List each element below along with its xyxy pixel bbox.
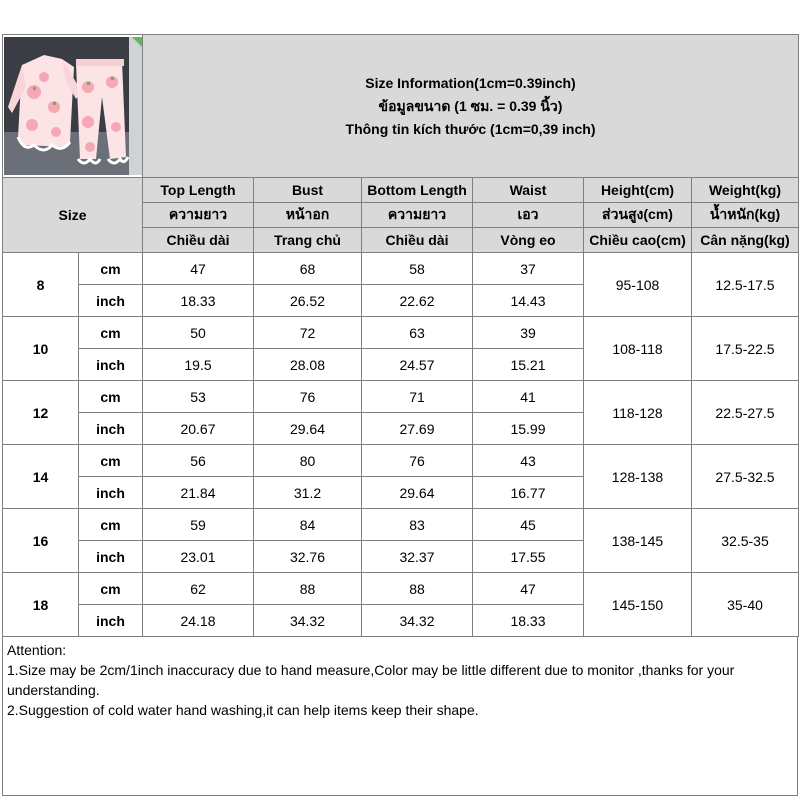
pajama-photo — [4, 37, 142, 175]
measurement-cell: 45 — [473, 509, 584, 541]
size-value: 12 — [3, 381, 79, 445]
weight-range: 27.5-32.5 — [692, 445, 799, 509]
col-header-th: ส่วนสูง(cm) — [584, 203, 692, 228]
measurement-cell: 20.67 — [143, 413, 254, 445]
measurement-cell: 16.77 — [473, 477, 584, 509]
size-value: 14 — [3, 445, 79, 509]
col-header-en: Bust — [254, 178, 362, 203]
weight-range: 12.5-17.5 — [692, 253, 799, 317]
col-header-vi: Cân nặng(kg) — [692, 228, 799, 253]
measurement-cell: 56 — [143, 445, 254, 477]
size-value: 18 — [3, 573, 79, 637]
height-range: 128-138 — [584, 445, 692, 509]
measurement-cell: 18.33 — [473, 605, 584, 637]
unit-label: inch — [79, 541, 143, 573]
height-range: 108-118 — [584, 317, 692, 381]
measurement-cell: 37 — [473, 253, 584, 285]
col-header-en: Top Length — [143, 178, 254, 203]
measurement-cell: 63 — [362, 317, 473, 349]
col-header-vi: Chiều dài — [362, 228, 473, 253]
title-cell — [143, 35, 799, 178]
measurement-cell: 88 — [362, 573, 473, 605]
col-header-th: เอว — [473, 203, 584, 228]
unit-label: cm — [79, 253, 143, 285]
measurement-cell: 29.64 — [254, 413, 362, 445]
measurement-cell: 53 — [143, 381, 254, 413]
measurement-cell: 88 — [254, 573, 362, 605]
size-row-cm — [3, 445, 799, 477]
col-header-en: Height(cm) — [584, 178, 692, 203]
col-header-en: Waist — [473, 178, 584, 203]
col-header-vi: Chiều dài — [143, 228, 254, 253]
unit-label: inch — [79, 349, 143, 381]
measurement-cell: 23.01 — [143, 541, 254, 573]
col-header-th: ความยาว — [143, 203, 254, 228]
measurement-cell: 32.37 — [362, 541, 473, 573]
weight-range: 22.5-27.5 — [692, 381, 799, 445]
measurement-cell: 80 — [254, 445, 362, 477]
measurement-cell: 15.99 — [473, 413, 584, 445]
col-header-th: ความยาว — [362, 203, 473, 228]
title-vietnamese: Thông tin kích thước (1cm=0,39 inch) — [345, 120, 596, 137]
measurement-cell: 31.2 — [254, 477, 362, 509]
title-row — [3, 35, 799, 178]
title-thai: ข้อมูลขนาด (1 ซม. = 0.39 นิ้ว) — [378, 97, 563, 114]
measurement-cell: 72 — [254, 317, 362, 349]
attention-notes — [2, 636, 798, 796]
measurement-cell: 58 — [362, 253, 473, 285]
weight-range: 32.5-35 — [692, 509, 799, 573]
measurement-cell: 28.08 — [254, 349, 362, 381]
measurement-cell: 34.32 — [254, 605, 362, 637]
unit-label: cm — [79, 573, 143, 605]
title-english: Size Information(1cm=0.39inch) — [365, 74, 576, 91]
measurement-cell: 24.57 — [362, 349, 473, 381]
size-row-cm — [3, 573, 799, 605]
size-header: Size — [3, 178, 143, 253]
measurement-cell: 59 — [143, 509, 254, 541]
col-header-en: Weight(kg) — [692, 178, 799, 203]
height-range: 118-128 — [584, 381, 692, 445]
unit-label: inch — [79, 285, 143, 317]
notes-line-1: 1.Size may be 2cm/1inch inaccuracy due to hand measure,Color may be little different due to monitor ,thanks for your understanding. — [7, 662, 735, 698]
col-header-en: Bottom Length — [362, 178, 473, 203]
measurement-cell: 22.62 — [362, 285, 473, 317]
measurement-cell: 76 — [362, 445, 473, 477]
measurement-cell: 17.55 — [473, 541, 584, 573]
header-row-en — [3, 178, 799, 203]
measurement-cell: 32.76 — [254, 541, 362, 573]
measurement-cell: 39 — [473, 317, 584, 349]
unit-label: inch — [79, 477, 143, 509]
measurement-cell: 62 — [143, 573, 254, 605]
size-row-cm — [3, 509, 799, 541]
measurement-cell: 19.5 — [143, 349, 254, 381]
notes-heading: Attention: — [7, 642, 67, 658]
measurement-cell: 14.43 — [473, 285, 584, 317]
measurement-cell: 50 — [143, 317, 254, 349]
measurement-cell: 68 — [254, 253, 362, 285]
col-header-vi: Vòng eo — [473, 228, 584, 253]
col-header-vi: Chiều cao(cm) — [584, 228, 692, 253]
measurement-cell: 84 — [254, 509, 362, 541]
measurement-cell: 18.33 — [143, 285, 254, 317]
measurement-cell: 24.18 — [143, 605, 254, 637]
size-value: 8 — [3, 253, 79, 317]
unit-label: cm — [79, 317, 143, 349]
size-value: 10 — [3, 317, 79, 381]
product-photo-cell — [3, 35, 143, 178]
measurement-cell: 21.84 — [143, 477, 254, 509]
size-chart-table — [2, 34, 799, 637]
measurement-cell: 47 — [143, 253, 254, 285]
height-range: 95-108 — [584, 253, 692, 317]
measurement-cell: 76 — [254, 381, 362, 413]
unit-label: inch — [79, 413, 143, 445]
measurement-cell: 71 — [362, 381, 473, 413]
notes-line-2: 2.Suggestion of cold water hand washing,it can help items keep their shape. — [7, 702, 479, 718]
col-header-vi: Trang chủ — [254, 228, 362, 253]
col-header-th: หน้าอก — [254, 203, 362, 228]
measurement-cell: 34.32 — [362, 605, 473, 637]
measurement-cell: 15.21 — [473, 349, 584, 381]
size-row-cm — [3, 317, 799, 349]
measurement-cell: 43 — [473, 445, 584, 477]
size-row-cm — [3, 381, 799, 413]
weight-range: 17.5-22.5 — [692, 317, 799, 381]
size-row-cm — [3, 253, 799, 285]
measurement-cell: 41 — [473, 381, 584, 413]
measurement-cell: 27.69 — [362, 413, 473, 445]
unit-label: cm — [79, 509, 143, 541]
col-header-th: น้ำหนัก(kg) — [692, 203, 799, 228]
unit-label: cm — [79, 445, 143, 477]
unit-label: inch — [79, 605, 143, 637]
measurement-cell: 83 — [362, 509, 473, 541]
height-range: 138-145 — [584, 509, 692, 573]
measurement-cell: 29.64 — [362, 477, 473, 509]
measurement-cell: 26.52 — [254, 285, 362, 317]
measurement-cell: 47 — [473, 573, 584, 605]
size-value: 16 — [3, 509, 79, 573]
weight-range: 35-40 — [692, 573, 799, 637]
unit-label: cm — [79, 381, 143, 413]
height-range: 145-150 — [584, 573, 692, 637]
